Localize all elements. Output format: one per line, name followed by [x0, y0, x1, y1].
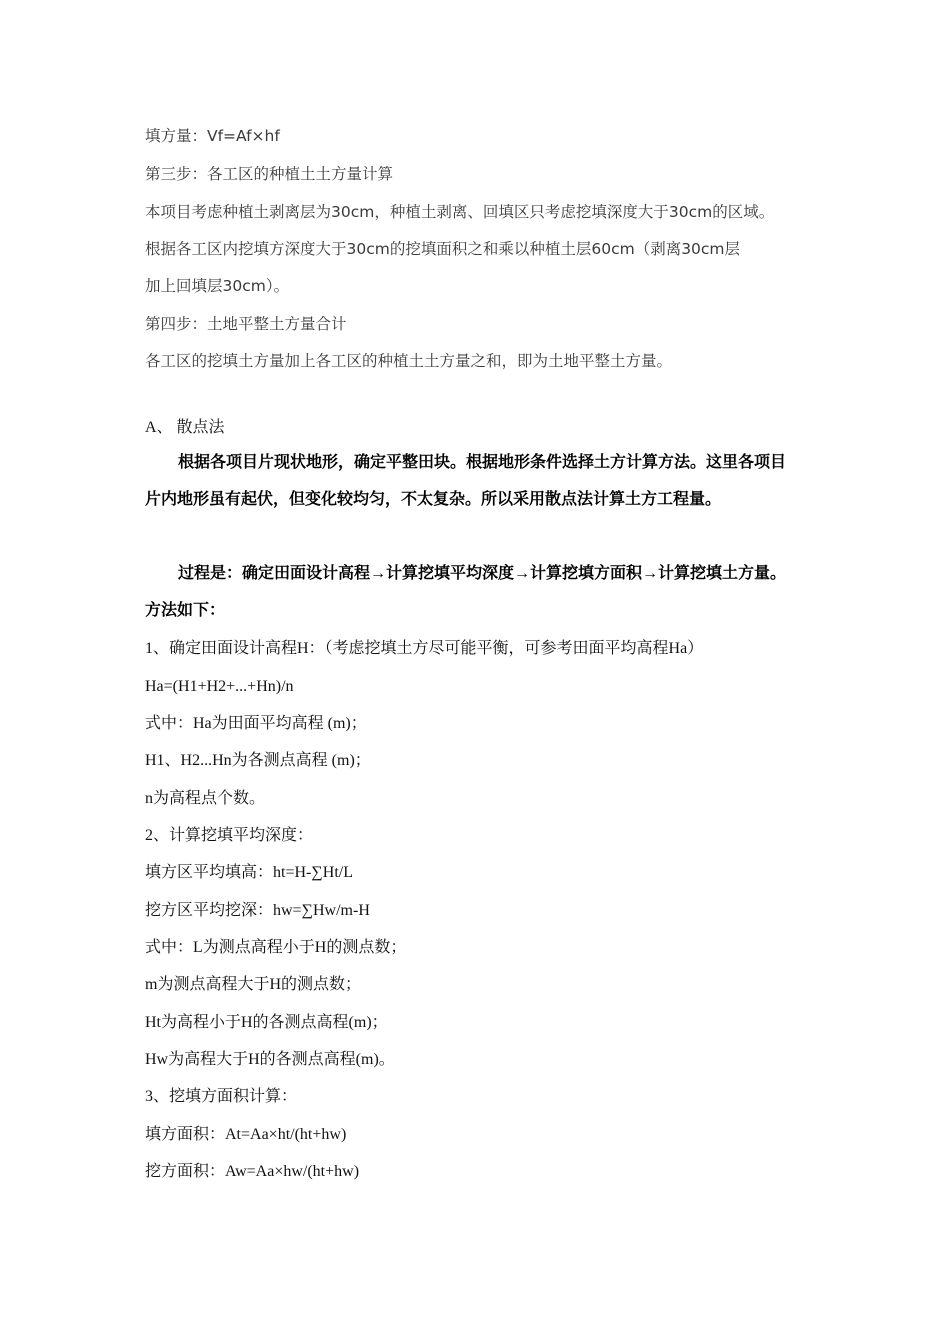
step-three-text-line-3: 加上回填层30cm）。: [145, 277, 290, 295]
step-four-heading: 第四步：土地平整土方量合计: [145, 315, 347, 333]
fill-volume-formula: 填方量：Vf=Af×hf: [145, 127, 280, 145]
item-2-heading: 2、计算挖填平均深度：: [145, 827, 314, 844]
method-heading: 方法如下：: [145, 602, 226, 619]
step-four-text: 各工区的挖填土方量加上各工区的种植土土方量之和，即为土地平整土方量。: [145, 352, 673, 370]
intro-paragraph-line-2: 片内地形虽有起伏，但变化较均匀，不太复杂。所以采用散点法计算土方工程量。: [145, 491, 722, 508]
item-1-heading: 1、确定田面设计高程H：（考虑挖填土方尽可能平衡，可参考田面平均高程Ha）: [145, 640, 704, 657]
aw-formula: 挖方面积：Aw=Aa×hw/(ht+hw): [145, 1163, 360, 1180]
step-three-text-line-1: 本项目考虑种植土剥离层为30cm，种植土剥离、回填区只考虑挖填深度大于30cm的区域。: [145, 203, 775, 221]
ht-definition: Ht为高程小于H的各测点高程(m)；: [145, 1014, 388, 1031]
process-paragraph: 过程是：确定田面设计高程→计算挖填平均深度→计算挖填方面积→计算挖填土方量。: [178, 565, 787, 582]
m-definition: m为测点高程大于H的测点数；: [145, 976, 362, 993]
ha-definition: 式中：Ha为田面平均高程 (m)；: [145, 715, 367, 732]
n-definition: n为高程点个数。: [145, 790, 266, 807]
intro-paragraph-line-1: 根据各项目片现状地形，确定平整田块。根据地形条件选择土方计算方法。这里各项目: [178, 454, 787, 471]
section-a-heading: A、 散点法: [145, 419, 225, 436]
at-formula: 填方面积：At=Aa×ht/(ht+hw): [145, 1126, 347, 1143]
step-three-text-line-2: 根据各工区内挖填方深度大于30cm的挖填面积之和乘以种植土层60cm（剥离30cm层: [145, 240, 741, 258]
ha-formula: Ha=(H1+H2+...+Hn)/n: [145, 678, 294, 695]
h-definition: H1、H2...Hn为各测点高程 (m)；: [145, 752, 371, 769]
step-three-heading: 第三步：各工区的种植土土方量计算: [145, 165, 394, 183]
l-definition: 式中：L为测点高程小于H的测点数；: [145, 939, 407, 956]
hw-definition: Hw为高程大于H的各测点高程(m)。: [145, 1051, 395, 1068]
hw-formula: 挖方区平均挖深：hw=∑Hw/m-H: [145, 902, 370, 919]
ht-formula: 填方区平均填高：ht=H-∑Ht/L: [145, 864, 353, 881]
item-3-heading: 3、挖填方面积计算：: [145, 1088, 298, 1105]
